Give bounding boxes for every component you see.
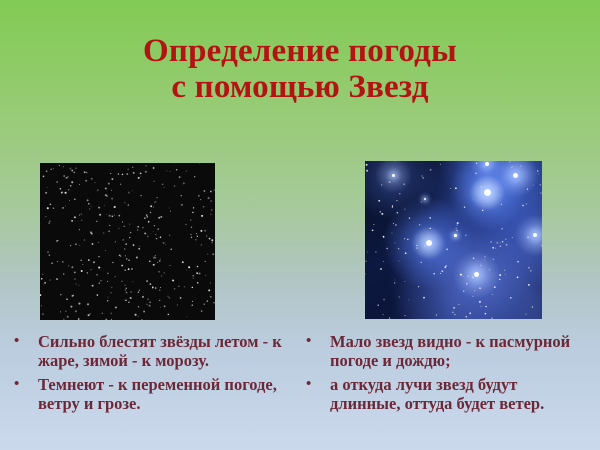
list-item bbox=[306, 332, 584, 370]
bullet-text: Темнеют - к переменной погоде, ветру и грозе. bbox=[38, 375, 277, 413]
bullet-text: Сильно блестят звёзды летом - к жаре, зимой - к морозу. bbox=[38, 332, 282, 370]
bright-star bbox=[392, 174, 395, 177]
list-item bbox=[14, 375, 286, 413]
slide-title-line1: Определение погоды bbox=[143, 33, 457, 69]
bullet-icon: • bbox=[306, 333, 312, 349]
right-bullet-list bbox=[306, 332, 584, 413]
bullet-icon: • bbox=[14, 333, 20, 349]
bullet-icon: • bbox=[14, 376, 20, 392]
list-item bbox=[14, 332, 286, 370]
bullet-text: Мало звезд видно - к пасмурной погоде и дождю; bbox=[330, 332, 571, 370]
bright-star bbox=[454, 234, 457, 237]
slide-title bbox=[0, 33, 600, 105]
right-text-column bbox=[306, 332, 584, 418]
bullet-icon: • bbox=[306, 376, 312, 392]
pleiades-photo bbox=[365, 161, 542, 319]
bright-star bbox=[513, 173, 518, 178]
list-item bbox=[306, 375, 584, 413]
starfield-photo bbox=[40, 163, 215, 320]
bright-star bbox=[484, 189, 491, 196]
bullet-text: а откуда лучи звезд будут длинные, оттуда будет ветер. bbox=[330, 375, 545, 413]
bright-star bbox=[426, 240, 432, 246]
slide-title-line2: с помощью Звезд bbox=[171, 69, 429, 105]
left-text-column bbox=[14, 332, 286, 418]
left-bullet-list bbox=[14, 332, 286, 413]
